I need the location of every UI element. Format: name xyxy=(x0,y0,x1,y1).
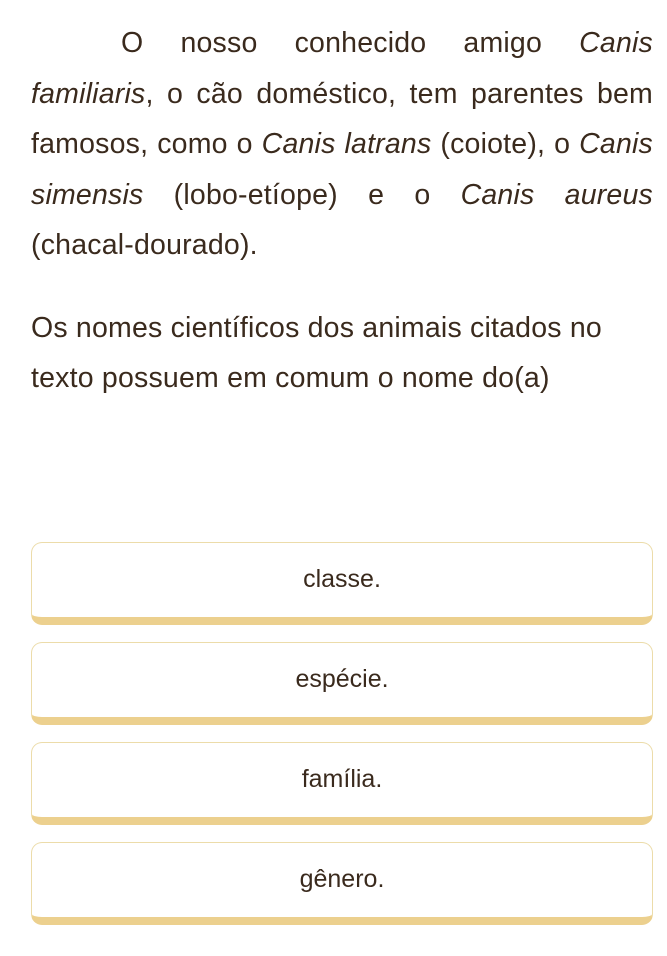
option-familia-button[interactable] xyxy=(31,742,653,825)
question-prompt: Os nomes científicos dos animais citados no texto possuem em comum o nome do(a) xyxy=(31,311,602,394)
option-genero-button[interactable] xyxy=(31,842,653,925)
option-label: classe. xyxy=(303,564,381,593)
passage-segment: O nosso conhecido amigo xyxy=(121,27,580,59)
passage-segment: (chacal-dourado). xyxy=(31,229,258,261)
option-classe-button[interactable] xyxy=(31,542,653,625)
scientific-name-canis-familiaris: Canis familiaris xyxy=(31,27,653,110)
scientific-name-canis-latrans: Canis latrans xyxy=(261,128,432,160)
answer-options xyxy=(31,542,653,942)
option-especie-button[interactable] xyxy=(31,642,653,725)
passage-text xyxy=(31,18,653,271)
scientific-name-canis-simensis: Canis simensis xyxy=(31,128,653,211)
passage-segment: (lobo-etíope) e o xyxy=(143,178,461,211)
option-label: espécie. xyxy=(295,664,389,693)
question-content xyxy=(31,18,653,404)
scientific-name-canis-aureus: Canis aureus xyxy=(460,178,653,211)
option-label: gênero. xyxy=(299,864,385,893)
passage-segment: , o cão doméstico, tem parentes bem famosos, como o xyxy=(31,77,653,160)
option-label: família. xyxy=(301,764,383,793)
passage-segment: (coiote), o xyxy=(431,128,580,160)
